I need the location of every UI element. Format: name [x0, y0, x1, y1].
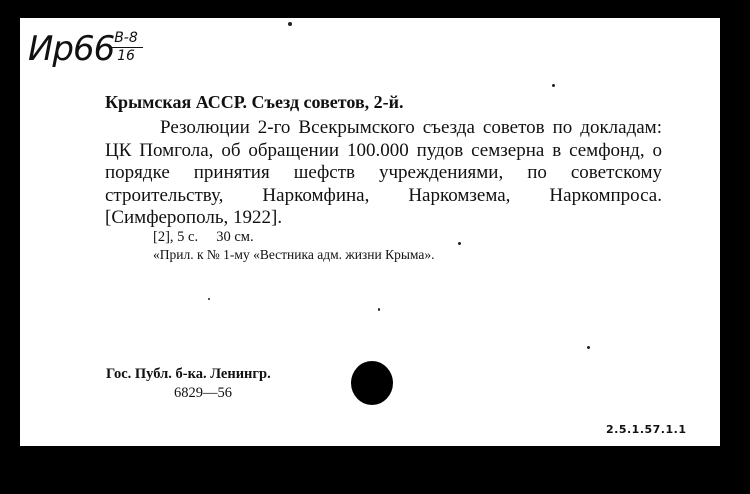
punch-hole: [351, 361, 393, 405]
ink-speck: [552, 84, 555, 87]
card-description: Резолюции 2-го Всекрымского съезда советов по докладам: ЦК Помгола, об обращении 100.000 пудов семзерна в семфонд, о порядке принятия шефств учреждениями, по советскому строительству, Наркомфина, Наркомзема, Наркомпроса. [Симферополь, 1922].: [105, 117, 662, 228]
catalog-card: [20, 18, 720, 446]
catalog-number: 6829—56: [174, 385, 232, 401]
ink-speck: [288, 22, 292, 26]
inventory-stamp: 2.5.1.57.1.1: [606, 423, 687, 436]
ink-speck: [587, 346, 590, 349]
collation-line: [2], 5 с. 30 см.: [153, 229, 254, 245]
shelfmark-code: Ир66: [28, 29, 115, 69]
ink-speck: [208, 298, 210, 300]
supplement-note: «Прил. к № 1-му «Вестника адм. жизни Крыма».: [153, 247, 435, 262]
shelfmark-denominator: 16: [117, 47, 135, 64]
ink-speck: [378, 308, 380, 311]
library-name: Гос. Публ. б-ка. Ленингр.: [106, 366, 271, 382]
shelfmark-numerator: В-8: [114, 30, 138, 46]
card-heading: Крымская АССР. Съезд советов, 2-й.: [105, 92, 404, 112]
shelfmark-fraction: [109, 31, 143, 63]
ink-speck: [458, 242, 461, 245]
